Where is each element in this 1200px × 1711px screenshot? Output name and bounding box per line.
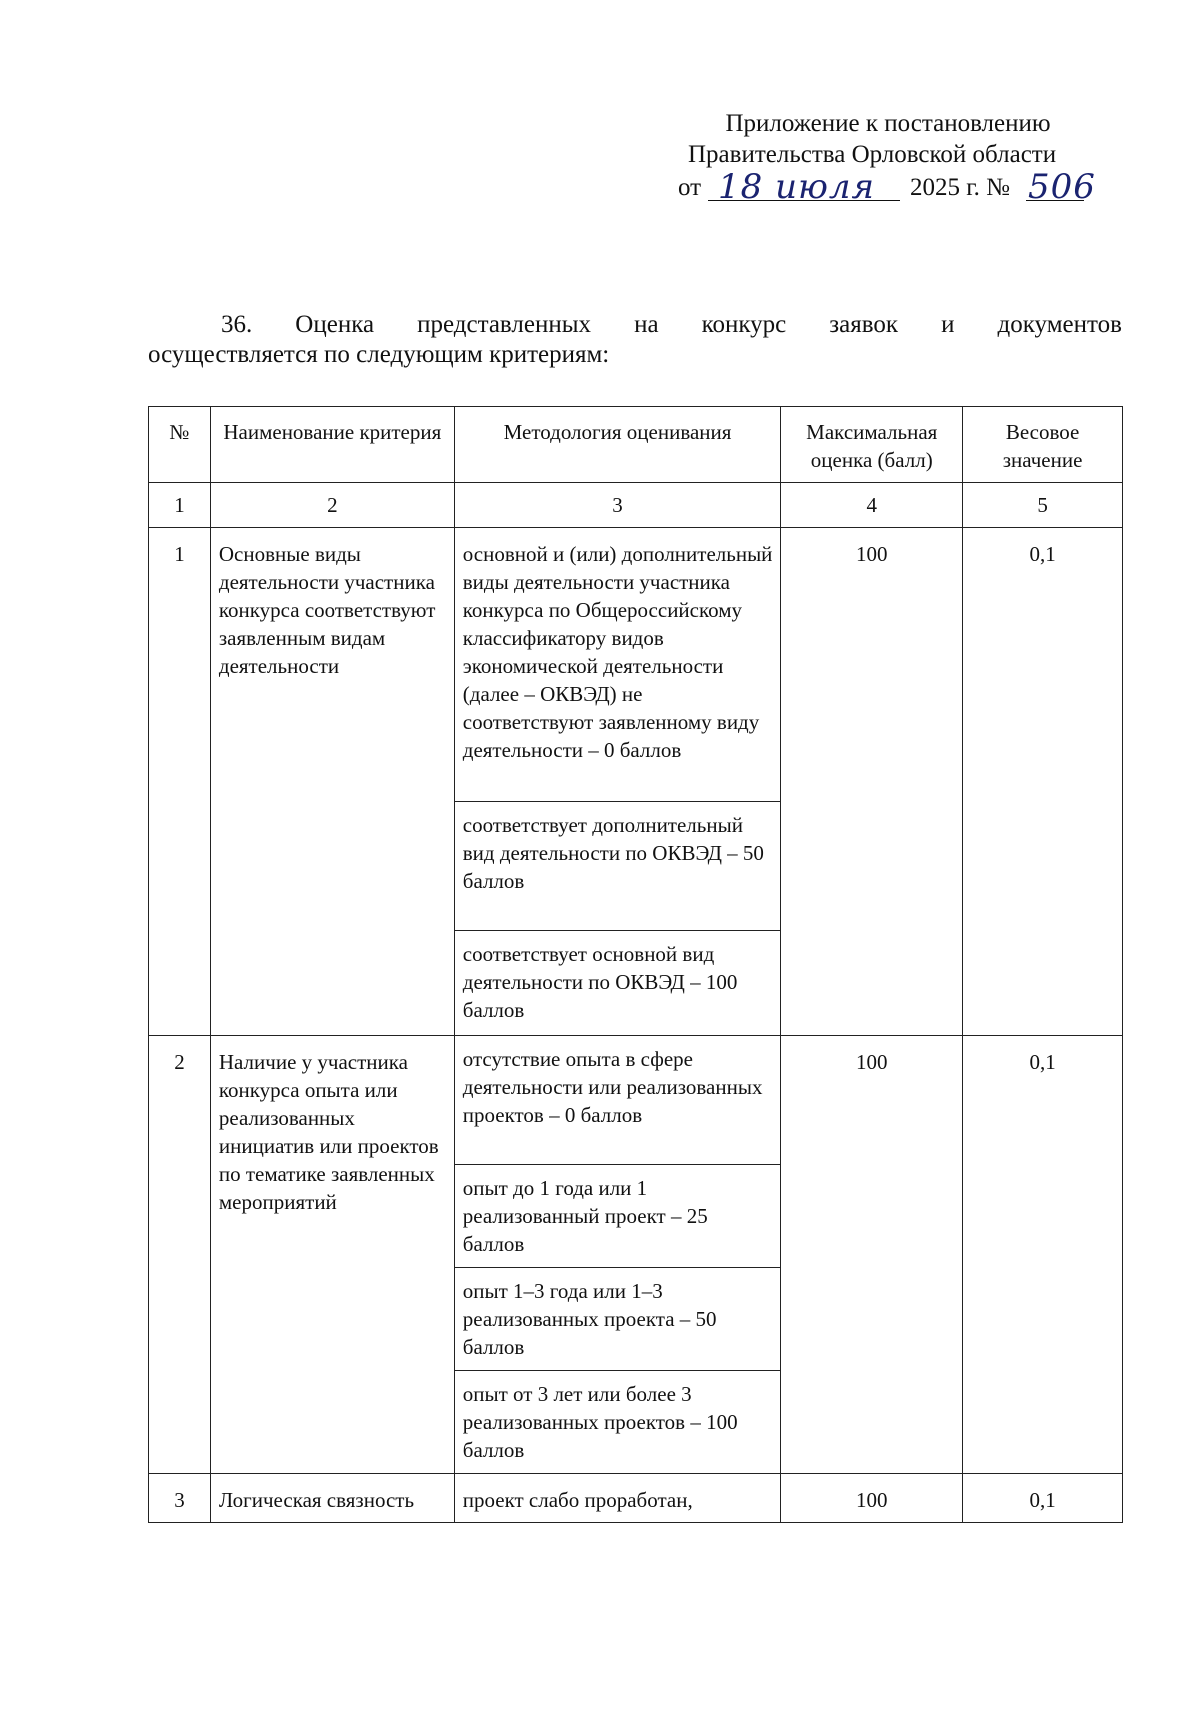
criteria-paragraph [148,310,1122,370]
index-cell: 4 [781,483,963,528]
criterion-name: Основные виды деятельности участника конкурса соответствуют заявленным видам деятельности [210,528,454,1036]
handwritten-number: 506 [1028,167,1096,207]
row-number: 2 [149,1036,211,1474]
criteria-table [148,406,1123,1523]
methodology-option: опыт от 3 лет или более 3 реализованных проектов – 100 баллов [454,1371,781,1474]
date-prefix: от [678,174,702,201]
row-number: 3 [149,1474,211,1523]
header-cell-weight: Весовое значение [963,407,1123,483]
weight-value: 0,1 [963,528,1123,1036]
header-cell-max-score: Максимальная оценка (балл) [781,407,963,483]
weight-value: 0,1 [963,1036,1123,1474]
header-cell-criterion: Наименование критерия [210,407,454,483]
paragraph-word: представленных [417,311,592,338]
weight-value: 0,1 [963,1474,1123,1523]
table-row [149,1036,1123,1165]
max-score: 100 [781,528,963,1036]
criterion-name: Логическая связность [210,1474,454,1523]
methodology-option: опыт 1–3 года или 1–3 реализованных проекта – 50 баллов [454,1268,781,1371]
index-cell: 3 [454,483,781,528]
header-date-line [678,167,1098,207]
index-cell: 1 [149,483,211,528]
header-cell-methodology: Методология оценивания [454,407,781,483]
table-row [149,528,1123,802]
paragraph-word: заявок [829,311,899,338]
year-text: 2025 г. № [910,174,1011,201]
paragraph-second-line: осуществляется по следующим критериям: [148,341,610,368]
handwritten-date: 18 июля [718,167,876,207]
index-cell: 5 [963,483,1123,528]
paragraph-first-line [148,310,1122,340]
header-line-1: Приложение к постановлению [725,110,1051,137]
table-header-row [149,407,1123,483]
header-cell-number: № [149,407,211,483]
criterion-name: Наличие у участника конкурса опыта или реализованных инициатив или проектов по тематике заявленных мероприятий [210,1036,454,1474]
methodology-option: основной и (или) дополнительный виды деятельности участника конкурса по Общероссийскому классификатору видов экономической деятельности (далее – ОКВЭД) не соответствуют заявленному виду деятельности – 0 баллов [454,528,781,802]
paragraph-word: документов [997,311,1122,338]
max-score: 100 [781,1474,963,1523]
index-cell: 2 [210,483,454,528]
paragraph-word: 36. [221,311,253,338]
paragraph-word: Оценка [295,311,375,338]
methodology-option: проект слабо проработан, [454,1474,781,1523]
paragraph-word: и [941,311,955,338]
max-score: 100 [781,1036,963,1474]
table-row [149,1474,1123,1523]
methodology-option: соответствует дополнительный вид деятельности по ОКВЭД – 50 баллов [454,802,781,931]
table-index-row [149,483,1123,528]
paragraph-word: на [634,311,659,338]
paragraph-word: конкурс [701,311,787,338]
methodology-option: опыт до 1 года или 1 реализованный проект – 25 баллов [454,1165,781,1268]
header-line-2: Правительства Орловской области [688,141,1057,168]
row-number: 1 [149,528,211,1036]
methodology-option: отсутствие опыта в сфере деятельности или реализованных проектов – 0 баллов [454,1036,781,1165]
document-header [678,108,1098,207]
methodology-option: соответствует основной вид деятельности по ОКВЭД – 100 баллов [454,931,781,1036]
